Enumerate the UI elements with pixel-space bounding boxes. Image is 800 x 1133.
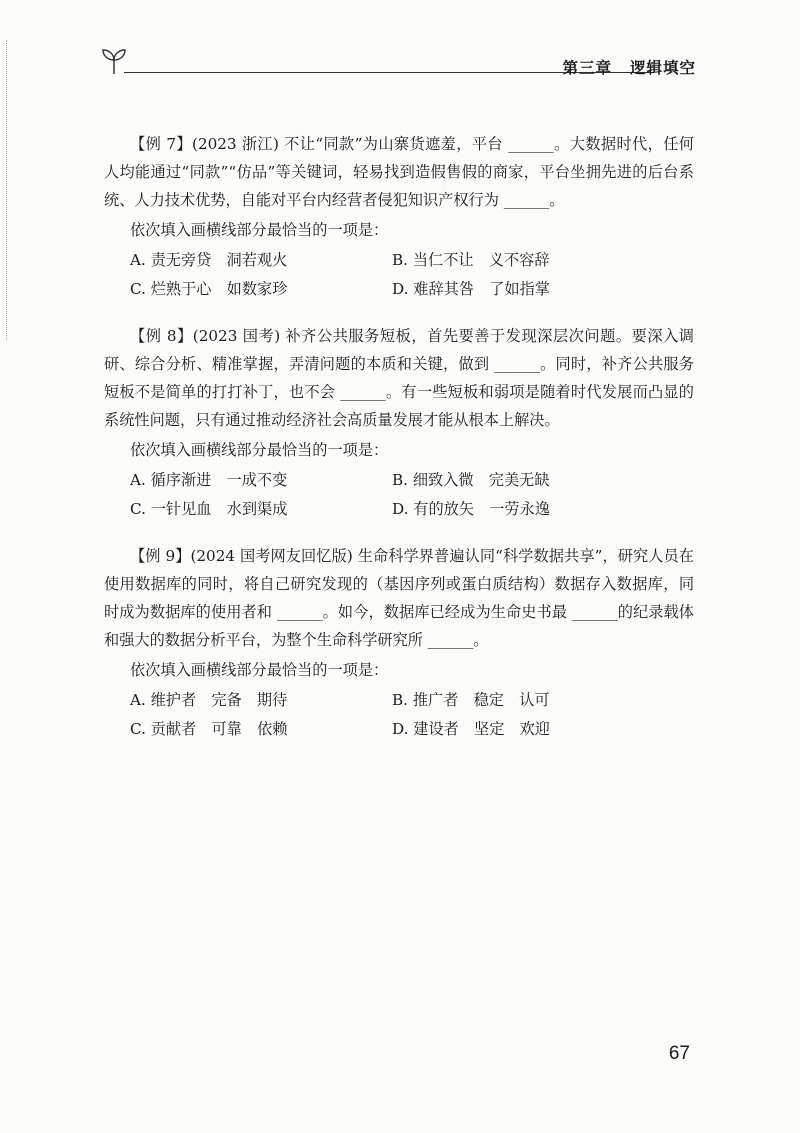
option-list [104, 246, 694, 304]
option-b: B. 推广者 稳定 认可 [392, 691, 550, 709]
page-number: 67 [668, 1043, 690, 1064]
option-d: D. 有的放矢 一劳永逸 [392, 500, 550, 518]
example-9 [104, 542, 694, 744]
example-instruction: 依次填入画横线部分最恰当的一项是： [130, 441, 389, 459]
page-content [104, 130, 694, 762]
example-stem: 【例 8】(2023 国考) 补齐公共服务短板，首先要善于发现深层次问题。要深入调研、综合分析、精准掌握，弄清问题的本质和关键，做到 ______。同时，补齐公共服务短板不是简单的打打补丁，也不会 ______。有一些短板和弱项是随着时代发展而凸显的系统性问题，只有通过推动经济社会高质量发展才能从根本上解决。 [104, 327, 694, 429]
option-b: B. 细致入微 完美无缺 [392, 471, 550, 489]
option-d: D. 建设者 坚定 欢迎 [392, 720, 550, 738]
option-list [104, 686, 694, 744]
chapter-label: 第三章 [562, 59, 612, 77]
option-a: A. 循序渐进 一成不变 [130, 471, 288, 489]
example-instruction: 依次填入画横线部分最恰当的一项是： [130, 221, 389, 239]
option-d: D. 难辞其咎 了如指掌 [392, 280, 550, 298]
option-c: C. 烂熟于心 如数家珍 [130, 280, 288, 298]
section-label: 逻辑填空 [629, 59, 696, 77]
example-stem: 【例 7】(2023 浙江) 不让“同款”为山寨货遮羞，平台 ______。大数据时代，任何人均能通过“同款”“仿品”等关键词，轻易找到造假售假的商家，平台坐拥先进的后台系统、人力技术优势，自能对平台内经营者侵犯知识产权行为 ______。 [104, 135, 694, 209]
option-c: C. 贡献者 可靠 依赖 [130, 720, 288, 738]
binding-gutter [6, 40, 9, 340]
example-8 [104, 322, 694, 524]
page-header [100, 44, 700, 84]
chapter-title [562, 56, 696, 78]
example-instruction: 依次填入画横线部分最恰当的一项是： [130, 661, 389, 679]
option-a: A. 责无旁贷 洞若观火 [130, 251, 288, 269]
option-b: B. 当仁不让 义不容辞 [392, 251, 550, 269]
example-stem: 【例 9】(2024 国考网友回忆版) 生命科学界普遍认同“科学数据共享”，研究人员在使用数据库的同时，将自己研究发现的（基因序列或蛋白质结构）数据存入数据库，同时成为数据库的使用者和 ______。如今，数据库已经成为生命史书最 ______的纪录载体和强大的数据分析平台，为整个生命科学研究所 ______。 [104, 547, 694, 649]
option-a: A. 维护者 完备 期待 [130, 691, 288, 709]
option-list [104, 466, 694, 524]
option-c: C. 一针见血 水到渠成 [130, 500, 288, 518]
example-7 [104, 130, 694, 304]
